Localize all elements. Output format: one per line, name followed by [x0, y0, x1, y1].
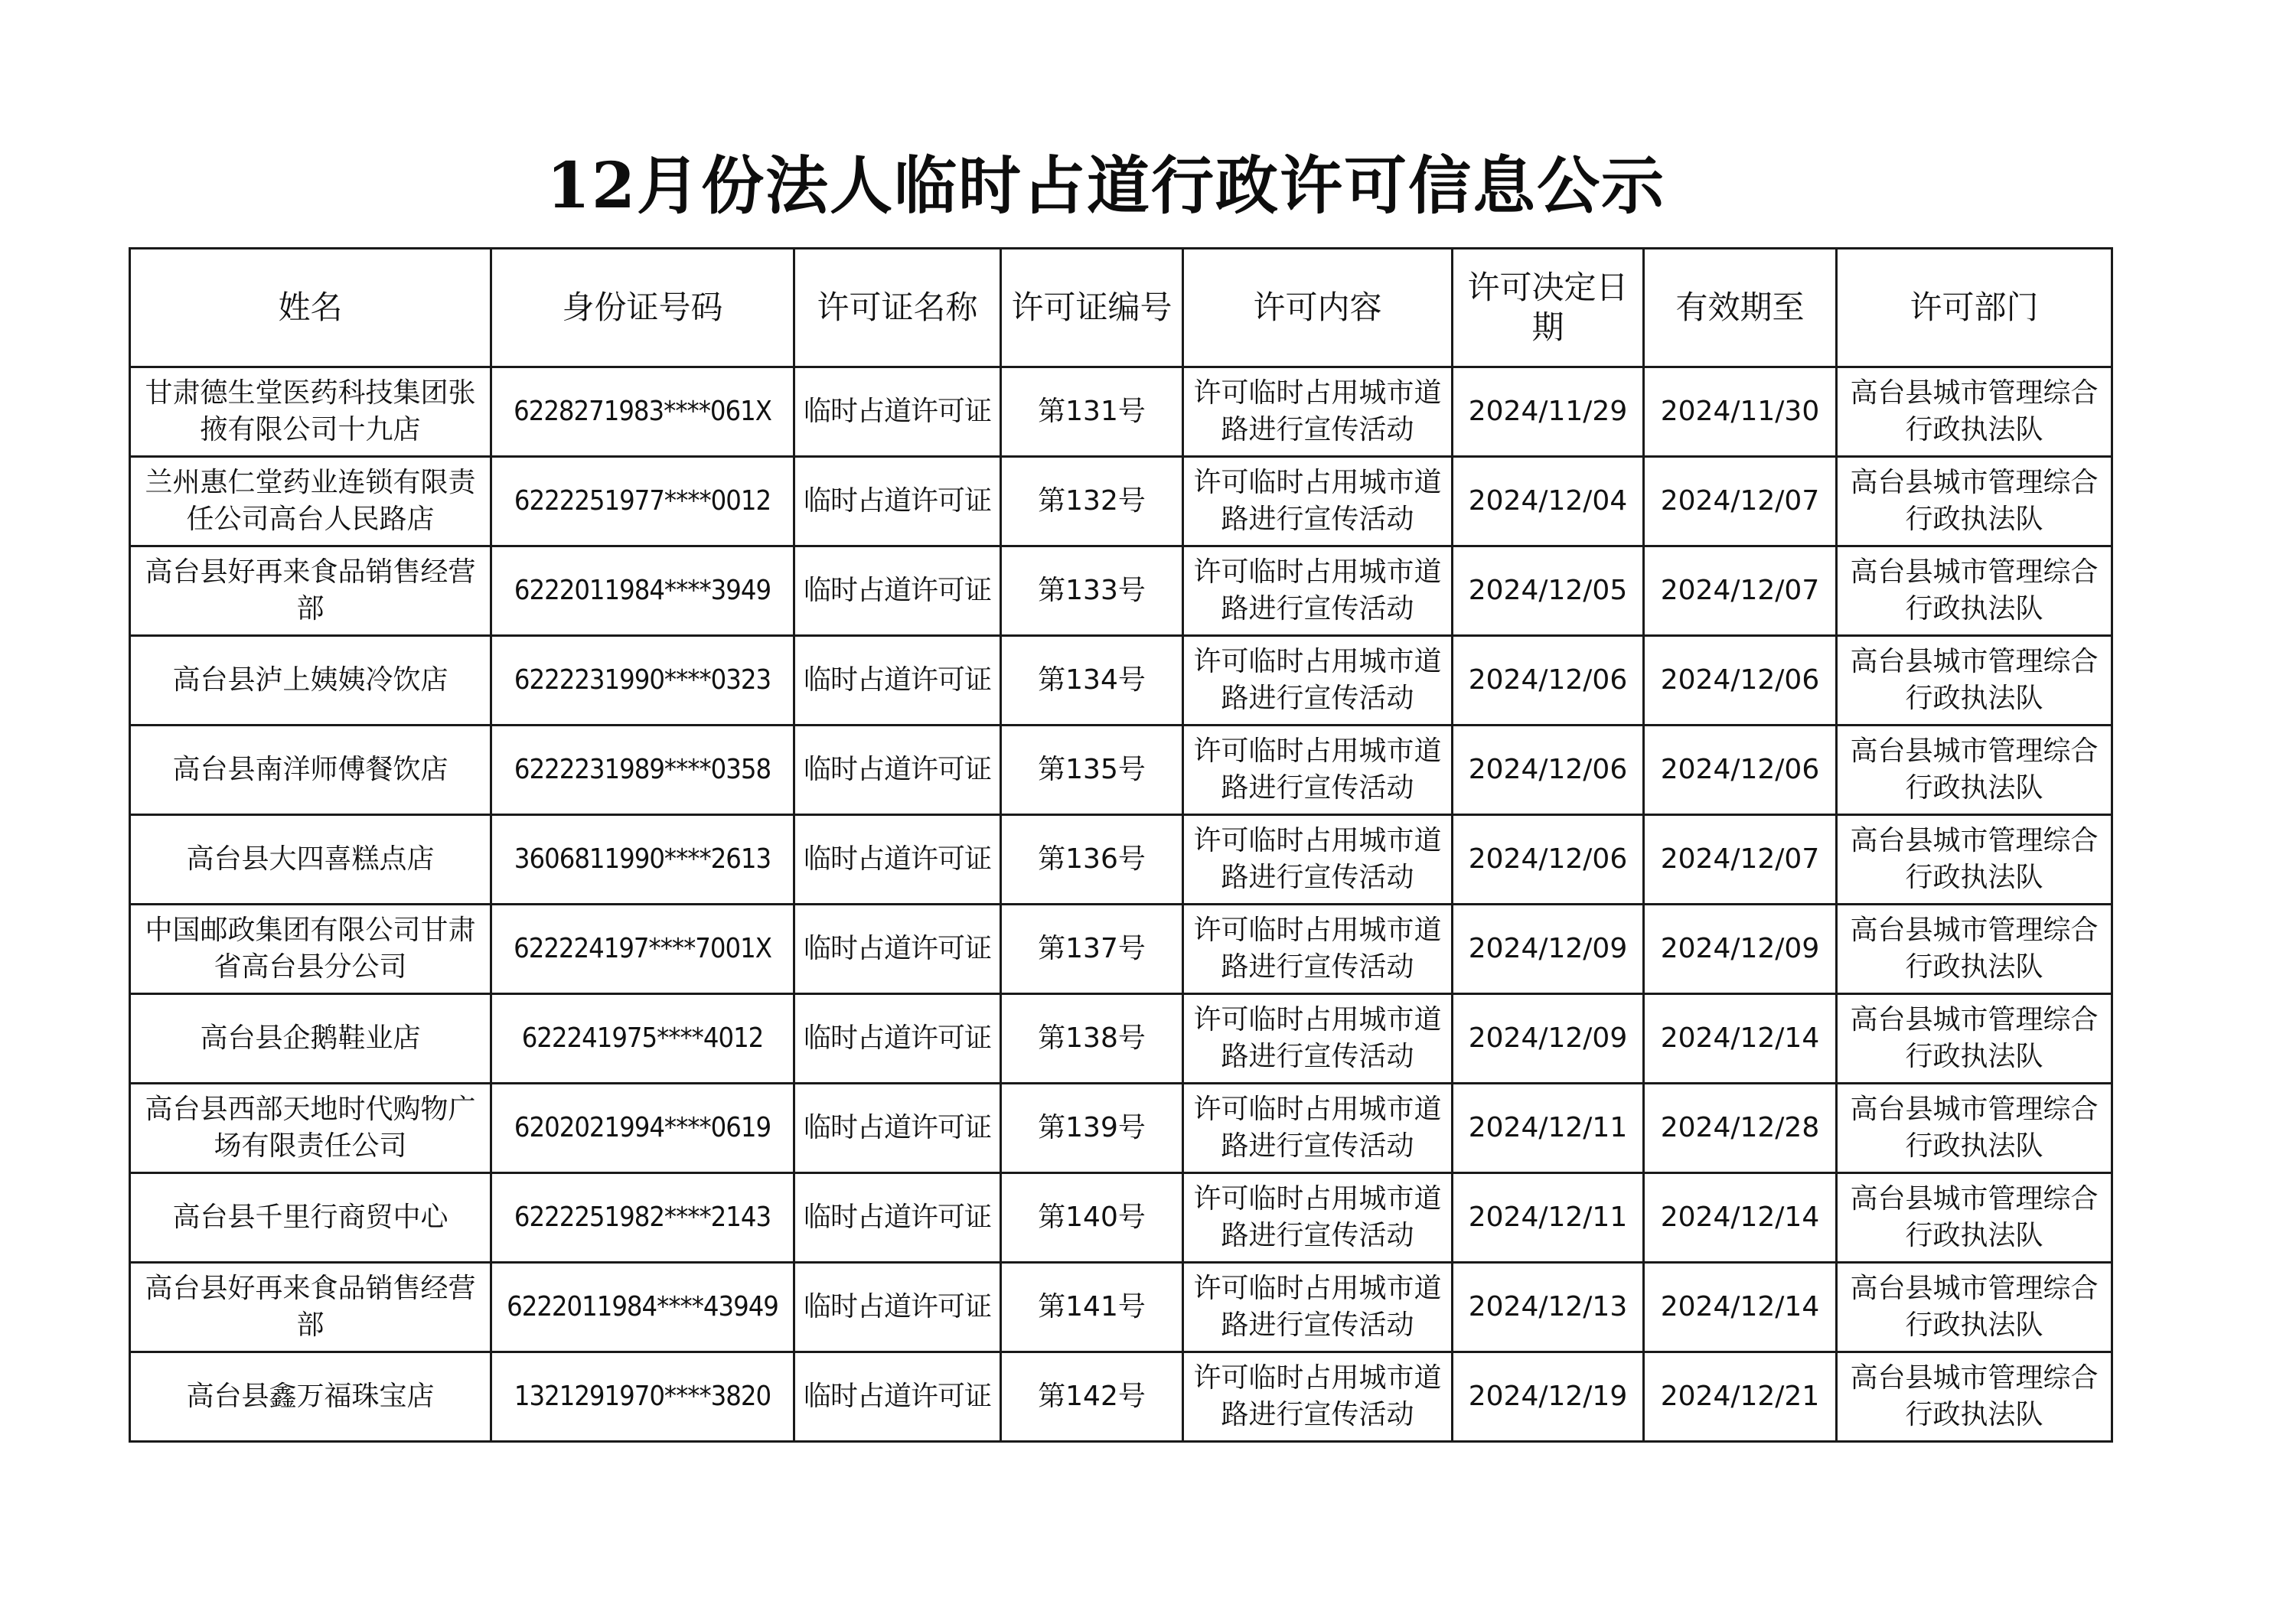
- cell-license-content: 许可临时占用城市道路进行宣传活动: [1183, 1263, 1453, 1352]
- cell-name: 高台县大四喜糕点店: [130, 815, 491, 905]
- cell-department: 高台县城市管理综合行政执法队: [1837, 726, 2112, 815]
- cell-valid-until: 2024/12/07: [1644, 815, 1837, 905]
- cell-license-number: 第133号: [1001, 546, 1183, 636]
- cell-decision-date: 2024/12/04: [1453, 457, 1644, 546]
- header-id-number: 身份证号码: [491, 249, 794, 367]
- cell-license-content: 许可临时占用城市道路进行宣传活动: [1183, 726, 1453, 815]
- cell-license-name: 临时占道许可证: [794, 815, 1001, 905]
- table-row: [130, 905, 2112, 994]
- cell-license-number: 第139号: [1001, 1084, 1183, 1173]
- cell-license-number: 第137号: [1001, 905, 1183, 994]
- cell-valid-until: 2024/11/30: [1644, 367, 1837, 457]
- cell-decision-date: 2024/12/06: [1453, 815, 1644, 905]
- cell-license-number: 第136号: [1001, 815, 1183, 905]
- header-license-number: 许可证编号: [1001, 249, 1183, 367]
- cell-department: 高台县城市管理综合行政执法队: [1837, 457, 2112, 546]
- cell-name: 高台县好再来食品销售经营部: [130, 1263, 491, 1352]
- cell-department: 高台县城市管理综合行政执法队: [1837, 546, 2112, 636]
- cell-license-number: 第131号: [1001, 367, 1183, 457]
- table-row: [130, 367, 2112, 457]
- cell-department: 高台县城市管理综合行政执法队: [1837, 1173, 2112, 1263]
- cell-decision-date: 2024/12/11: [1453, 1173, 1644, 1263]
- cell-department: 高台县城市管理综合行政执法队: [1837, 815, 2112, 905]
- cell-decision-date: 2024/12/06: [1453, 636, 1644, 726]
- cell-id-number: 3606811990****2613: [491, 815, 794, 905]
- cell-id-number: 6222251977****0012: [491, 457, 794, 546]
- cell-decision-date: 2024/12/05: [1453, 546, 1644, 636]
- cell-valid-until: 2024/12/07: [1644, 546, 1837, 636]
- cell-decision-date: 2024/12/09: [1453, 994, 1644, 1084]
- cell-decision-date: 2024/12/06: [1453, 726, 1644, 815]
- cell-license-name: 临时占道许可证: [794, 546, 1001, 636]
- cell-license-name: 临时占道许可证: [794, 994, 1001, 1084]
- cell-license-number: 第132号: [1001, 457, 1183, 546]
- table-row: [130, 726, 2112, 815]
- cell-license-content: 许可临时占用城市道路进行宣传活动: [1183, 1084, 1453, 1173]
- cell-license-number: 第142号: [1001, 1352, 1183, 1442]
- cell-name: 高台县西部天地时代购物广场有限责任公司: [130, 1084, 491, 1173]
- table-row: [130, 546, 2112, 636]
- table-row: [130, 457, 2112, 546]
- cell-license-content: 许可临时占用城市道路进行宣传活动: [1183, 994, 1453, 1084]
- cell-id-number: 6222251982****2143: [491, 1173, 794, 1263]
- table-row: [130, 1084, 2112, 1173]
- table-row: [130, 1352, 2112, 1442]
- cell-name: 高台县鑫万福珠宝店: [130, 1352, 491, 1442]
- cell-license-name: 临时占道许可证: [794, 1263, 1001, 1352]
- cell-department: 高台县城市管理综合行政执法队: [1837, 636, 2112, 726]
- cell-license-content: 许可临时占用城市道路进行宣传活动: [1183, 815, 1453, 905]
- cell-valid-until: 2024/12/14: [1644, 1263, 1837, 1352]
- header-decision-date: 许可决定日期: [1453, 249, 1644, 367]
- cell-valid-until: 2024/12/07: [1644, 457, 1837, 546]
- cell-license-content: 许可临时占用城市道路进行宣传活动: [1183, 546, 1453, 636]
- cell-license-name: 临时占道许可证: [794, 367, 1001, 457]
- table-row: [130, 1263, 2112, 1352]
- cell-id-number: 6228271983****061X: [491, 367, 794, 457]
- cell-decision-date: 2024/12/13: [1453, 1263, 1644, 1352]
- cell-name: 高台县好再来食品销售经营部: [130, 546, 491, 636]
- cell-name: 中国邮政集团有限公司甘肃省高台县分公司: [130, 905, 491, 994]
- cell-valid-until: 2024/12/28: [1644, 1084, 1837, 1173]
- cell-license-name: 临时占道许可证: [794, 457, 1001, 546]
- cell-name: 高台县千里行商贸中心: [130, 1173, 491, 1263]
- cell-license-name: 临时占道许可证: [794, 1352, 1001, 1442]
- cell-license-number: 第134号: [1001, 636, 1183, 726]
- cell-valid-until: 2024/12/06: [1644, 636, 1837, 726]
- cell-name: 甘肃德生堂医药科技集团张掖有限公司十九店: [130, 367, 491, 457]
- permit-table: [129, 247, 2113, 1443]
- cell-department: 高台县城市管理综合行政执法队: [1837, 1352, 2112, 1442]
- cell-valid-until: 2024/12/14: [1644, 994, 1837, 1084]
- cell-license-number: 第140号: [1001, 1173, 1183, 1263]
- cell-department: 高台县城市管理综合行政执法队: [1837, 1084, 2112, 1173]
- cell-department: 高台县城市管理综合行政执法队: [1837, 905, 2112, 994]
- cell-department: 高台县城市管理综合行政执法队: [1837, 994, 2112, 1084]
- cell-valid-until: 2024/12/14: [1644, 1173, 1837, 1263]
- page-title: 12月份法人临时占道行政许可信息公示: [546, 149, 1666, 223]
- cell-license-content: 许可临时占用城市道路进行宣传活动: [1183, 1173, 1453, 1263]
- header-name: 姓名: [130, 249, 491, 367]
- cell-valid-until: 2024/12/09: [1644, 905, 1837, 994]
- header-license-content: 许可内容: [1183, 249, 1453, 367]
- cell-license-number: 第141号: [1001, 1263, 1183, 1352]
- cell-decision-date: 2024/12/11: [1453, 1084, 1644, 1173]
- cell-license-content: 许可临时占用城市道路进行宣传活动: [1183, 1352, 1453, 1442]
- cell-license-name: 临时占道许可证: [794, 1173, 1001, 1263]
- table-row: [130, 994, 2112, 1084]
- cell-license-content: 许可临时占用城市道路进行宣传活动: [1183, 457, 1453, 546]
- cell-license-name: 临时占道许可证: [794, 1084, 1001, 1173]
- cell-license-name: 临时占道许可证: [794, 636, 1001, 726]
- cell-decision-date: 2024/12/09: [1453, 905, 1644, 994]
- table-row: [130, 1173, 2112, 1263]
- cell-name: 高台县企鹅鞋业店: [130, 994, 491, 1084]
- cell-license-number: 第138号: [1001, 994, 1183, 1084]
- cell-license-content: 许可临时占用城市道路进行宣传活动: [1183, 367, 1453, 457]
- cell-id-number: 6222231990****0323: [491, 636, 794, 726]
- cell-department: 高台县城市管理综合行政执法队: [1837, 1263, 2112, 1352]
- cell-id-number: 622241975****4012: [491, 994, 794, 1084]
- table-header-row: [130, 249, 2112, 367]
- cell-department: 高台县城市管理综合行政执法队: [1837, 367, 2112, 457]
- cell-license-number: 第135号: [1001, 726, 1183, 815]
- cell-id-number: 622224197****7001X: [491, 905, 794, 994]
- cell-decision-date: 2024/11/29: [1453, 367, 1644, 457]
- cell-id-number: 6222231989****0358: [491, 726, 794, 815]
- cell-name: 兰州惠仁堂药业连锁有限责任公司高台人民路店: [130, 457, 491, 546]
- cell-valid-until: 2024/12/21: [1644, 1352, 1837, 1442]
- cell-license-name: 临时占道许可证: [794, 905, 1001, 994]
- cell-name: 高台县泸上姨姨冷饮店: [130, 636, 491, 726]
- cell-id-number: 1321291970****3820: [491, 1352, 794, 1442]
- header-license-name: 许可证名称: [794, 249, 1001, 367]
- header-department: 许可部门: [1837, 249, 2112, 367]
- cell-license-content: 许可临时占用城市道路进行宣传活动: [1183, 905, 1453, 994]
- table-row: [130, 815, 2112, 905]
- cell-license-content: 许可临时占用城市道路进行宣传活动: [1183, 636, 1453, 726]
- cell-license-name: 临时占道许可证: [794, 726, 1001, 815]
- cell-decision-date: 2024/12/19: [1453, 1352, 1644, 1442]
- cell-valid-until: 2024/12/06: [1644, 726, 1837, 815]
- cell-name: 高台县南洋师傅餐饮店: [130, 726, 491, 815]
- table-row: [130, 636, 2112, 726]
- header-valid-until: 有效期至: [1644, 249, 1837, 367]
- cell-id-number: 6222011984****43949: [491, 1263, 794, 1352]
- cell-id-number: 6202021994****0619: [491, 1084, 794, 1173]
- cell-id-number: 6222011984****3949: [491, 546, 794, 636]
